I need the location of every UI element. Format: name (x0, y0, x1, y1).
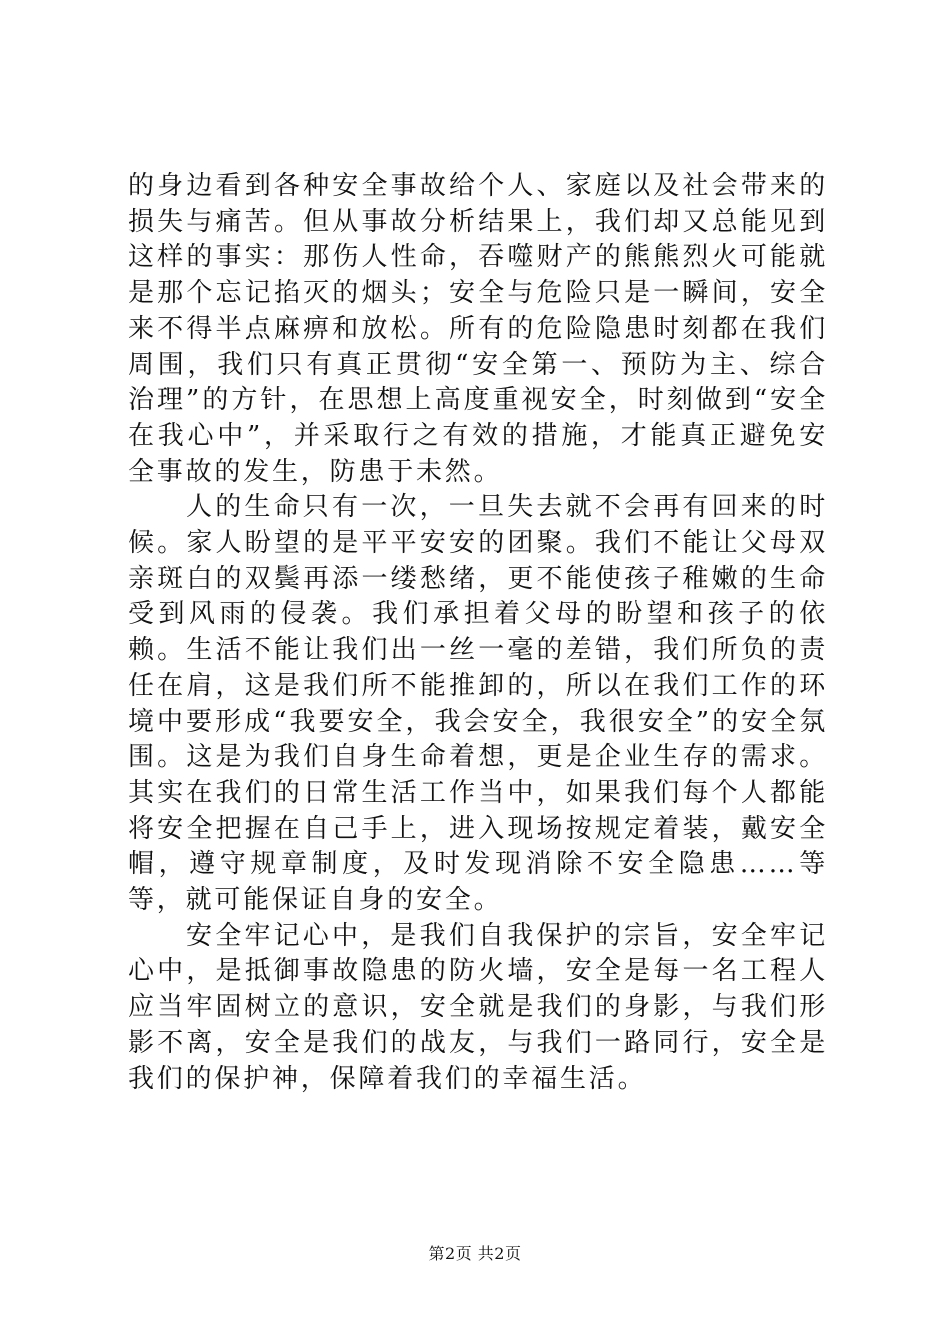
paragraph-life: 人的生命只有一次，一旦失去就不会再有回来的时候。家人盼望的是平平安安的团聚。我们不能让父母双亲斑白的双鬓再添一缕愁绪，更不能使孩子稚嫩的生命受到风雨的侵袭。我们承担着父母的盼望和孩子的依赖。生活不能让我们出一丝一毫的差错，我们所负的责任在肩，这是我们所不能推卸的，所以在我们工作的环境中要形成“我要安全，我会安全，我很安全”的安全氛围。这是为我们自身生命着想，更是企业生存的需求。其实在我们的日常生活工作当中，如果我们每个人都能将安全把握在自己手上，进入现场按规定着装，戴安全帽，遵守规章制度，及时发现消除不安全隐患……等等，就可能保证自身的安全。 (128, 492, 828, 916)
paragraph-continuation: 的身边看到各种安全事故给个人、家庭以及社会带来的损失与痛苦。但从事故分析结果上，我们却又总能见到这样的事实：那伤人性命，吞噬财产的熊熊烈火可能就是那个忘记掐灭的烟头；安全与危险只是一瞬间，安全来不得半点麻痹和放松。所有的危险隐患时刻都在我们周围，我们只有真正贯彻“安全第一、预防为主、综合治理”的方针，在思想上高度重视安全，时刻做到“安全在我心中”，并采取行之有效的措施，才能真正避免安全事故的发生，防患于未然。 (128, 171, 828, 487)
page-footer: 第2页 共2页 (428, 1244, 522, 1263)
paragraph-conclusion: 安全牢记心中，是我们自我保护的宗旨，安全牢记心中，是抵御事故隐患的防火墙，安全是每一名工程人应当牢固树立的意识，安全就是我们的身影，与我们形影不离，安全是我们的战友，与我们一路同行，安全是我们的保护神，保障着我们的幸福生活。 (128, 920, 828, 1094)
document-body (128, 169, 828, 1097)
